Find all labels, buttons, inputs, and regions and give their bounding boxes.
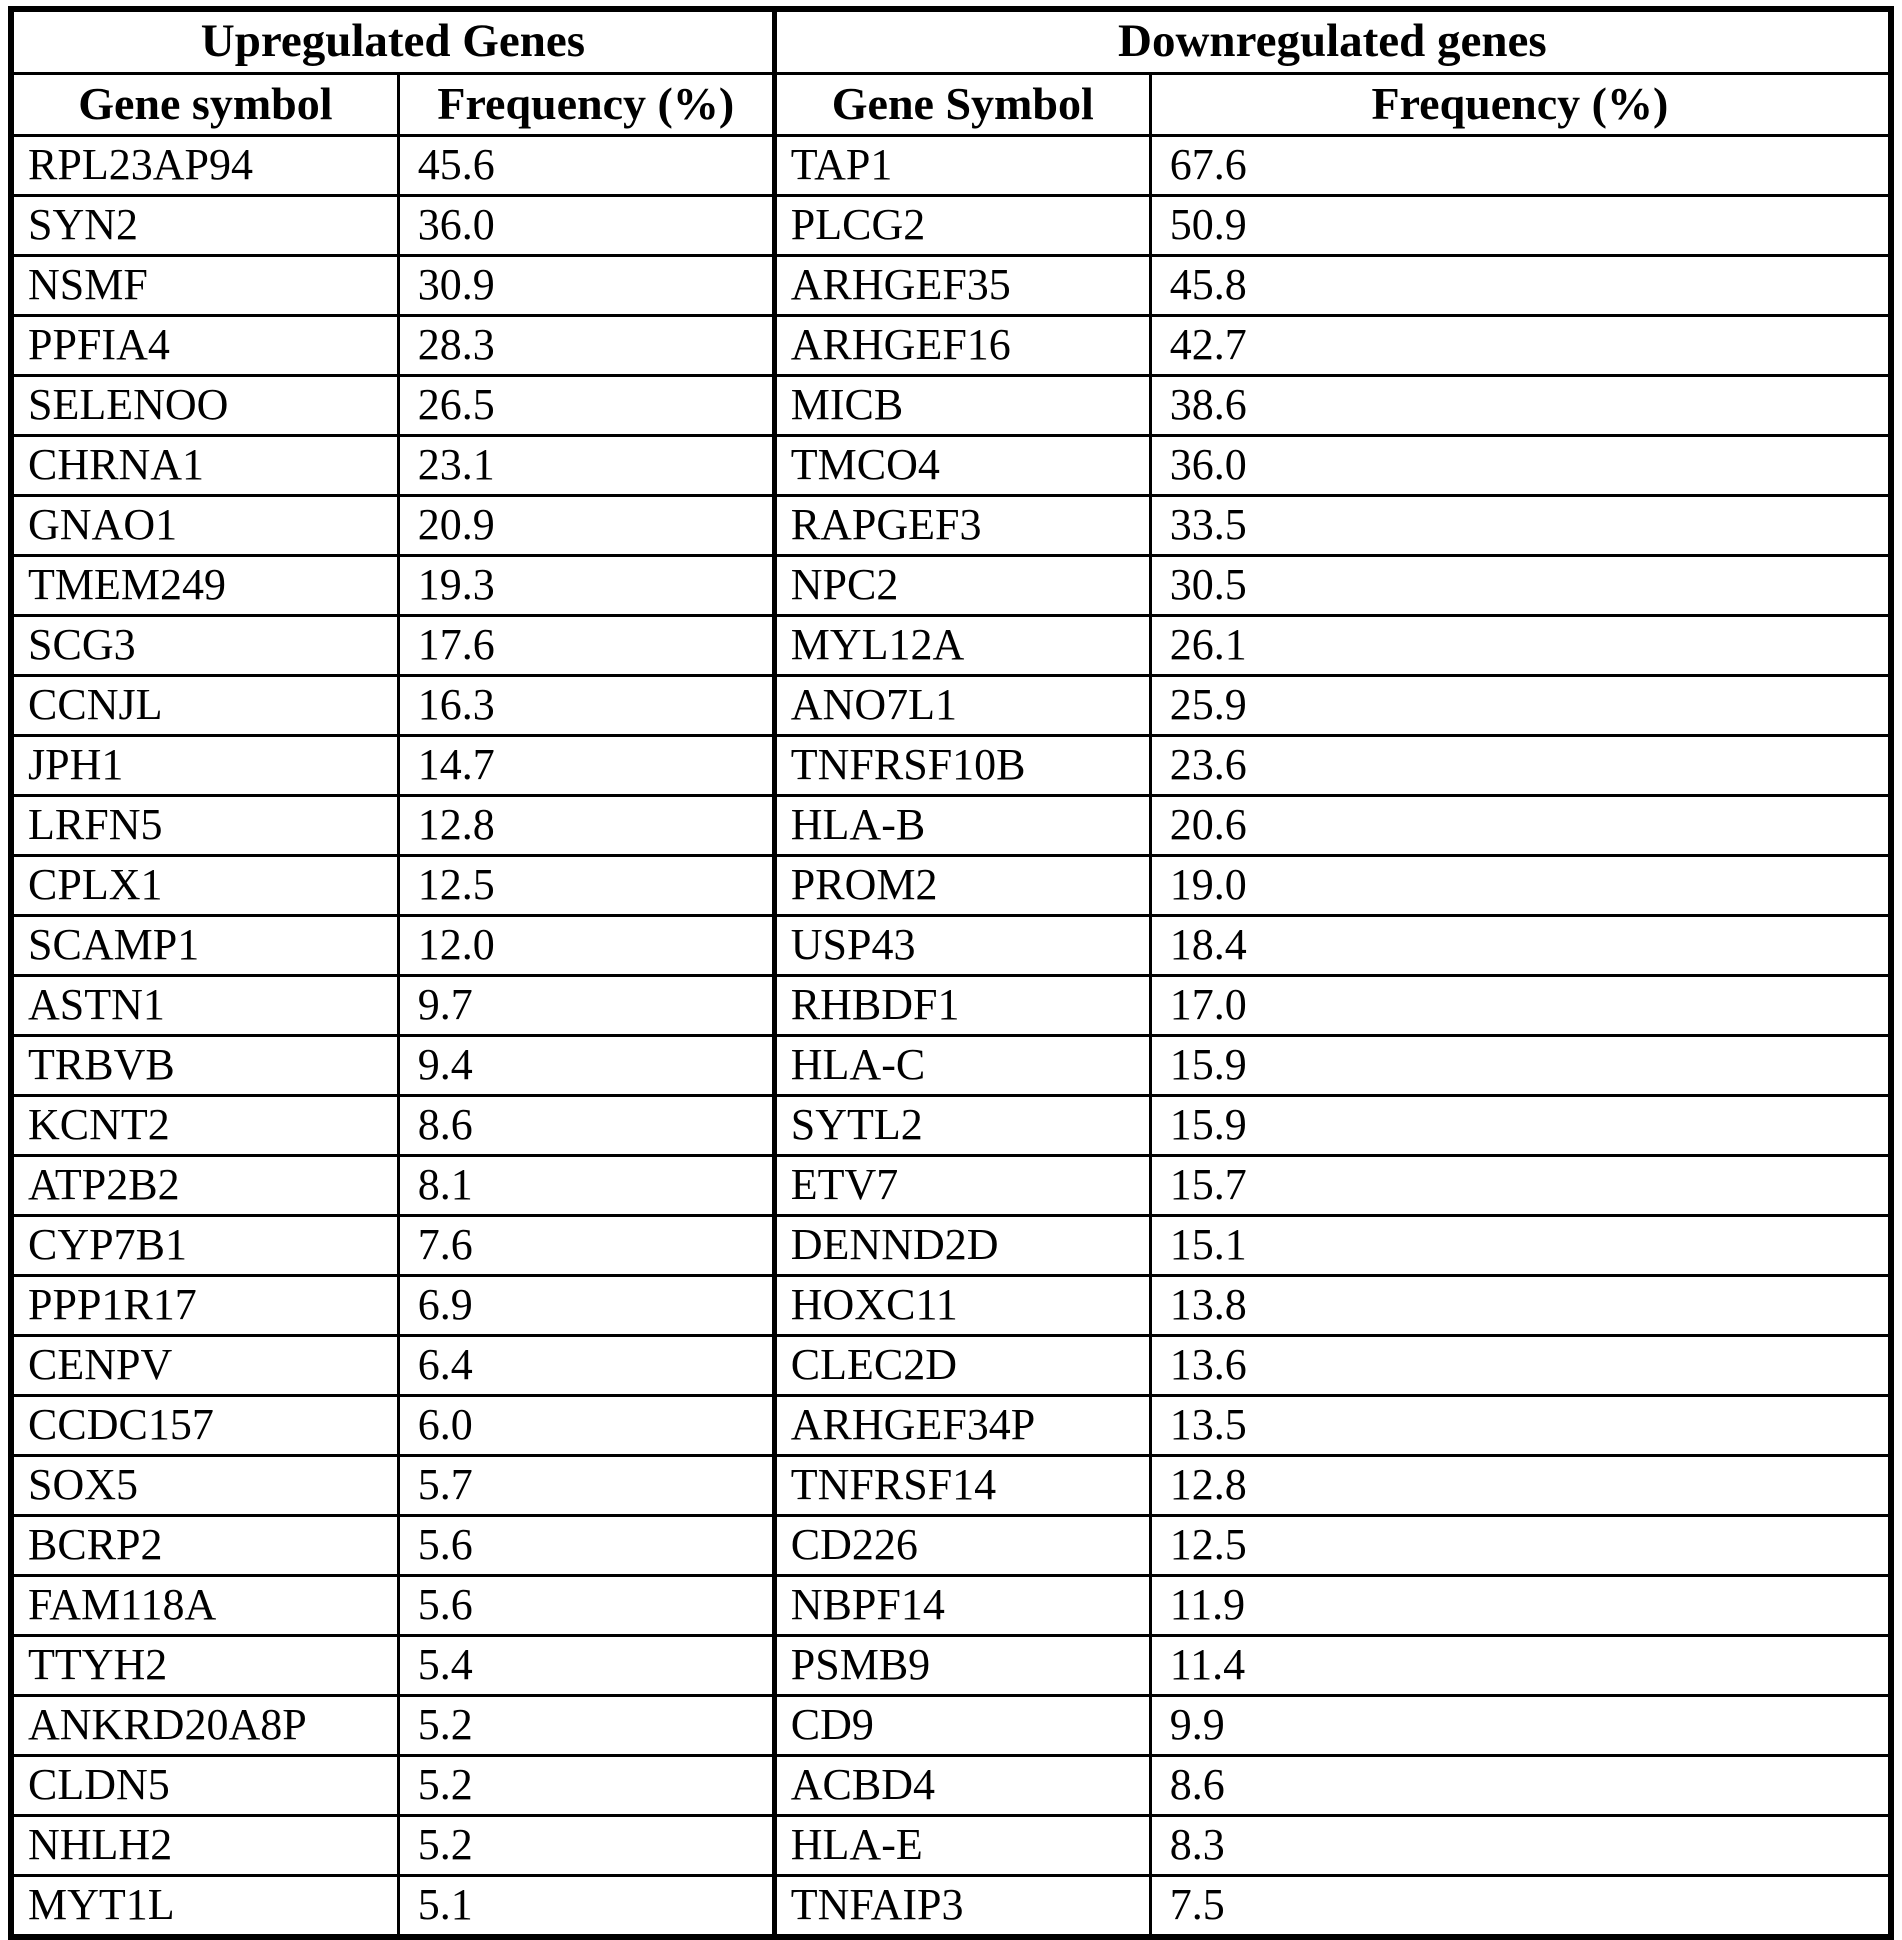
down-frequency-cell: 45.8	[1150, 256, 1891, 316]
down-gene-symbol-cell: ANO7L1	[774, 676, 1150, 736]
table-row	[11, 256, 1891, 316]
up-gene-symbol-cell: NHLH2	[11, 1816, 398, 1876]
table-row	[11, 376, 1891, 436]
table-row	[11, 856, 1891, 916]
gene-frequency-table	[8, 6, 1894, 1940]
down-gene-symbol-cell: ARHGEF34P	[774, 1396, 1150, 1456]
down-gene-symbol-cell: RHBDF1	[774, 976, 1150, 1036]
down-frequency-cell: 7.5	[1150, 1876, 1891, 1938]
table-row	[11, 196, 1891, 256]
down-frequency-cell: 30.5	[1150, 556, 1891, 616]
down-gene-symbol-cell: NPC2	[774, 556, 1150, 616]
table-row	[11, 436, 1891, 496]
table-row	[11, 1816, 1891, 1876]
table-row	[11, 316, 1891, 376]
column-header-down-frequency: Frequency (%)	[1150, 74, 1891, 136]
table-row	[11, 136, 1891, 196]
table-row	[11, 1516, 1891, 1576]
table-row	[11, 1276, 1891, 1336]
down-gene-symbol-cell: TNFRSF10B	[774, 736, 1150, 796]
up-frequency-cell: 5.2	[398, 1756, 774, 1816]
table-row	[11, 1156, 1891, 1216]
down-gene-symbol-cell: DENND2D	[774, 1216, 1150, 1276]
up-frequency-cell: 9.7	[398, 976, 774, 1036]
up-frequency-cell: 12.0	[398, 916, 774, 976]
down-frequency-cell: 18.4	[1150, 916, 1891, 976]
down-frequency-cell: 33.5	[1150, 496, 1891, 556]
down-gene-symbol-cell: USP43	[774, 916, 1150, 976]
up-gene-symbol-cell: CCNJL	[11, 676, 398, 736]
up-frequency-cell: 17.6	[398, 616, 774, 676]
up-gene-symbol-cell: KCNT2	[11, 1096, 398, 1156]
section-title-row	[11, 9, 1891, 74]
down-frequency-cell: 15.7	[1150, 1156, 1891, 1216]
up-frequency-cell: 5.7	[398, 1456, 774, 1516]
up-gene-symbol-cell: CENPV	[11, 1336, 398, 1396]
down-frequency-cell: 11.9	[1150, 1576, 1891, 1636]
down-frequency-cell: 15.9	[1150, 1096, 1891, 1156]
down-gene-symbol-cell: MICB	[774, 376, 1150, 436]
up-frequency-cell: 5.4	[398, 1636, 774, 1696]
up-gene-symbol-cell: SOX5	[11, 1456, 398, 1516]
up-frequency-cell: 12.5	[398, 856, 774, 916]
down-frequency-cell: 13.6	[1150, 1336, 1891, 1396]
up-frequency-cell: 6.4	[398, 1336, 774, 1396]
table-body	[11, 136, 1891, 1938]
down-gene-symbol-cell: HLA-C	[774, 1036, 1150, 1096]
down-frequency-cell: 23.6	[1150, 736, 1891, 796]
down-gene-symbol-cell: RAPGEF3	[774, 496, 1150, 556]
up-gene-symbol-cell: TMEM249	[11, 556, 398, 616]
down-frequency-cell: 13.8	[1150, 1276, 1891, 1336]
up-frequency-cell: 9.4	[398, 1036, 774, 1096]
up-frequency-cell: 28.3	[398, 316, 774, 376]
down-gene-symbol-cell: CD226	[774, 1516, 1150, 1576]
down-gene-symbol-cell: NBPF14	[774, 1576, 1150, 1636]
up-gene-symbol-cell: CYP7B1	[11, 1216, 398, 1276]
up-gene-symbol-cell: JPH1	[11, 736, 398, 796]
up-gene-symbol-cell: GNAO1	[11, 496, 398, 556]
up-frequency-cell: 20.9	[398, 496, 774, 556]
down-gene-symbol-cell: HOXC11	[774, 1276, 1150, 1336]
up-frequency-cell: 5.6	[398, 1576, 774, 1636]
down-frequency-cell: 8.3	[1150, 1816, 1891, 1876]
up-frequency-cell: 36.0	[398, 196, 774, 256]
table-row	[11, 1636, 1891, 1696]
up-gene-symbol-cell: SELENOO	[11, 376, 398, 436]
table-row	[11, 1876, 1891, 1938]
up-gene-symbol-cell: SYN2	[11, 196, 398, 256]
down-frequency-cell: 12.5	[1150, 1516, 1891, 1576]
down-frequency-cell: 17.0	[1150, 976, 1891, 1036]
up-frequency-cell: 5.2	[398, 1696, 774, 1756]
up-gene-symbol-cell: CLDN5	[11, 1756, 398, 1816]
up-gene-symbol-cell: CHRNA1	[11, 436, 398, 496]
down-frequency-cell: 50.9	[1150, 196, 1891, 256]
down-frequency-cell: 42.7	[1150, 316, 1891, 376]
table-row	[11, 1696, 1891, 1756]
down-gene-symbol-cell: TNFRSF14	[774, 1456, 1150, 1516]
up-frequency-cell: 5.6	[398, 1516, 774, 1576]
down-frequency-cell: 12.8	[1150, 1456, 1891, 1516]
down-gene-symbol-cell: ARHGEF35	[774, 256, 1150, 316]
table-row	[11, 676, 1891, 736]
down-gene-symbol-cell: ETV7	[774, 1156, 1150, 1216]
down-frequency-cell: 25.9	[1150, 676, 1891, 736]
table-row	[11, 1336, 1891, 1396]
down-gene-symbol-cell: CLEC2D	[774, 1336, 1150, 1396]
down-gene-symbol-cell: HLA-B	[774, 796, 1150, 856]
down-gene-symbol-cell: TMCO4	[774, 436, 1150, 496]
up-gene-symbol-cell: CPLX1	[11, 856, 398, 916]
up-gene-symbol-cell: BCRP2	[11, 1516, 398, 1576]
down-gene-symbol-cell: MYL12A	[774, 616, 1150, 676]
down-gene-symbol-cell: CD9	[774, 1696, 1150, 1756]
down-frequency-cell: 9.9	[1150, 1696, 1891, 1756]
table-row	[11, 796, 1891, 856]
up-frequency-cell: 30.9	[398, 256, 774, 316]
up-gene-symbol-cell: LRFN5	[11, 796, 398, 856]
column-header-up-gene-symbol: Gene symbol	[11, 74, 398, 136]
table-row	[11, 1036, 1891, 1096]
table-row	[11, 556, 1891, 616]
up-gene-symbol-cell: SCAMP1	[11, 916, 398, 976]
up-gene-symbol-cell: ASTN1	[11, 976, 398, 1036]
column-header-down-gene-symbol: Gene Symbol	[774, 74, 1150, 136]
down-frequency-cell: 13.5	[1150, 1396, 1891, 1456]
up-gene-symbol-cell: PPFIA4	[11, 316, 398, 376]
up-frequency-cell: 6.0	[398, 1396, 774, 1456]
up-gene-symbol-cell: ATP2B2	[11, 1156, 398, 1216]
up-frequency-cell: 5.1	[398, 1876, 774, 1938]
down-frequency-cell: 36.0	[1150, 436, 1891, 496]
up-frequency-cell: 16.3	[398, 676, 774, 736]
up-frequency-cell: 14.7	[398, 736, 774, 796]
up-gene-symbol-cell: PPP1R17	[11, 1276, 398, 1336]
section-title-upregulated: Upregulated Genes	[11, 9, 774, 74]
up-frequency-cell: 26.5	[398, 376, 774, 436]
up-gene-symbol-cell: CCDC157	[11, 1396, 398, 1456]
up-gene-symbol-cell: TTYH2	[11, 1636, 398, 1696]
down-frequency-cell: 15.9	[1150, 1036, 1891, 1096]
down-gene-symbol-cell: ARHGEF16	[774, 316, 1150, 376]
down-frequency-cell: 19.0	[1150, 856, 1891, 916]
column-header-row	[11, 74, 1891, 136]
table-row	[11, 1756, 1891, 1816]
up-gene-symbol-cell: ANKRD20A8P	[11, 1696, 398, 1756]
table-row	[11, 616, 1891, 676]
table-row	[11, 976, 1891, 1036]
up-gene-symbol-cell: RPL23AP94	[11, 136, 398, 196]
up-frequency-cell: 19.3	[398, 556, 774, 616]
down-gene-symbol-cell: PLCG2	[774, 196, 1150, 256]
table-row	[11, 916, 1891, 976]
table-row	[11, 1576, 1891, 1636]
down-gene-symbol-cell: PROM2	[774, 856, 1150, 916]
up-frequency-cell: 8.1	[398, 1156, 774, 1216]
up-gene-symbol-cell: NSMF	[11, 256, 398, 316]
down-gene-symbol-cell: ACBD4	[774, 1756, 1150, 1816]
down-frequency-cell: 15.1	[1150, 1216, 1891, 1276]
table-row	[11, 1096, 1891, 1156]
down-frequency-cell: 26.1	[1150, 616, 1891, 676]
up-frequency-cell: 7.6	[398, 1216, 774, 1276]
table-row	[11, 736, 1891, 796]
table-row	[11, 496, 1891, 556]
down-gene-symbol-cell: HLA-E	[774, 1816, 1150, 1876]
up-frequency-cell: 45.6	[398, 136, 774, 196]
down-gene-symbol-cell: TAP1	[774, 136, 1150, 196]
down-gene-symbol-cell: SYTL2	[774, 1096, 1150, 1156]
up-frequency-cell: 23.1	[398, 436, 774, 496]
table-row	[11, 1216, 1891, 1276]
up-gene-symbol-cell: TRBVB	[11, 1036, 398, 1096]
down-frequency-cell: 8.6	[1150, 1756, 1891, 1816]
down-frequency-cell: 11.4	[1150, 1636, 1891, 1696]
down-frequency-cell: 38.6	[1150, 376, 1891, 436]
table-row	[11, 1456, 1891, 1516]
column-header-up-frequency: Frequency (%)	[398, 74, 774, 136]
down-gene-symbol-cell: TNFAIP3	[774, 1876, 1150, 1938]
up-gene-symbol-cell: FAM118A	[11, 1576, 398, 1636]
up-frequency-cell: 12.8	[398, 796, 774, 856]
up-gene-symbol-cell: SCG3	[11, 616, 398, 676]
up-frequency-cell: 5.2	[398, 1816, 774, 1876]
down-frequency-cell: 67.6	[1150, 136, 1891, 196]
up-gene-symbol-cell: MYT1L	[11, 1876, 398, 1938]
down-gene-symbol-cell: PSMB9	[774, 1636, 1150, 1696]
section-title-downregulated: Downregulated genes	[774, 9, 1891, 74]
down-frequency-cell: 20.6	[1150, 796, 1891, 856]
table-row	[11, 1396, 1891, 1456]
table-header	[11, 9, 1891, 136]
up-frequency-cell: 6.9	[398, 1276, 774, 1336]
up-frequency-cell: 8.6	[398, 1096, 774, 1156]
